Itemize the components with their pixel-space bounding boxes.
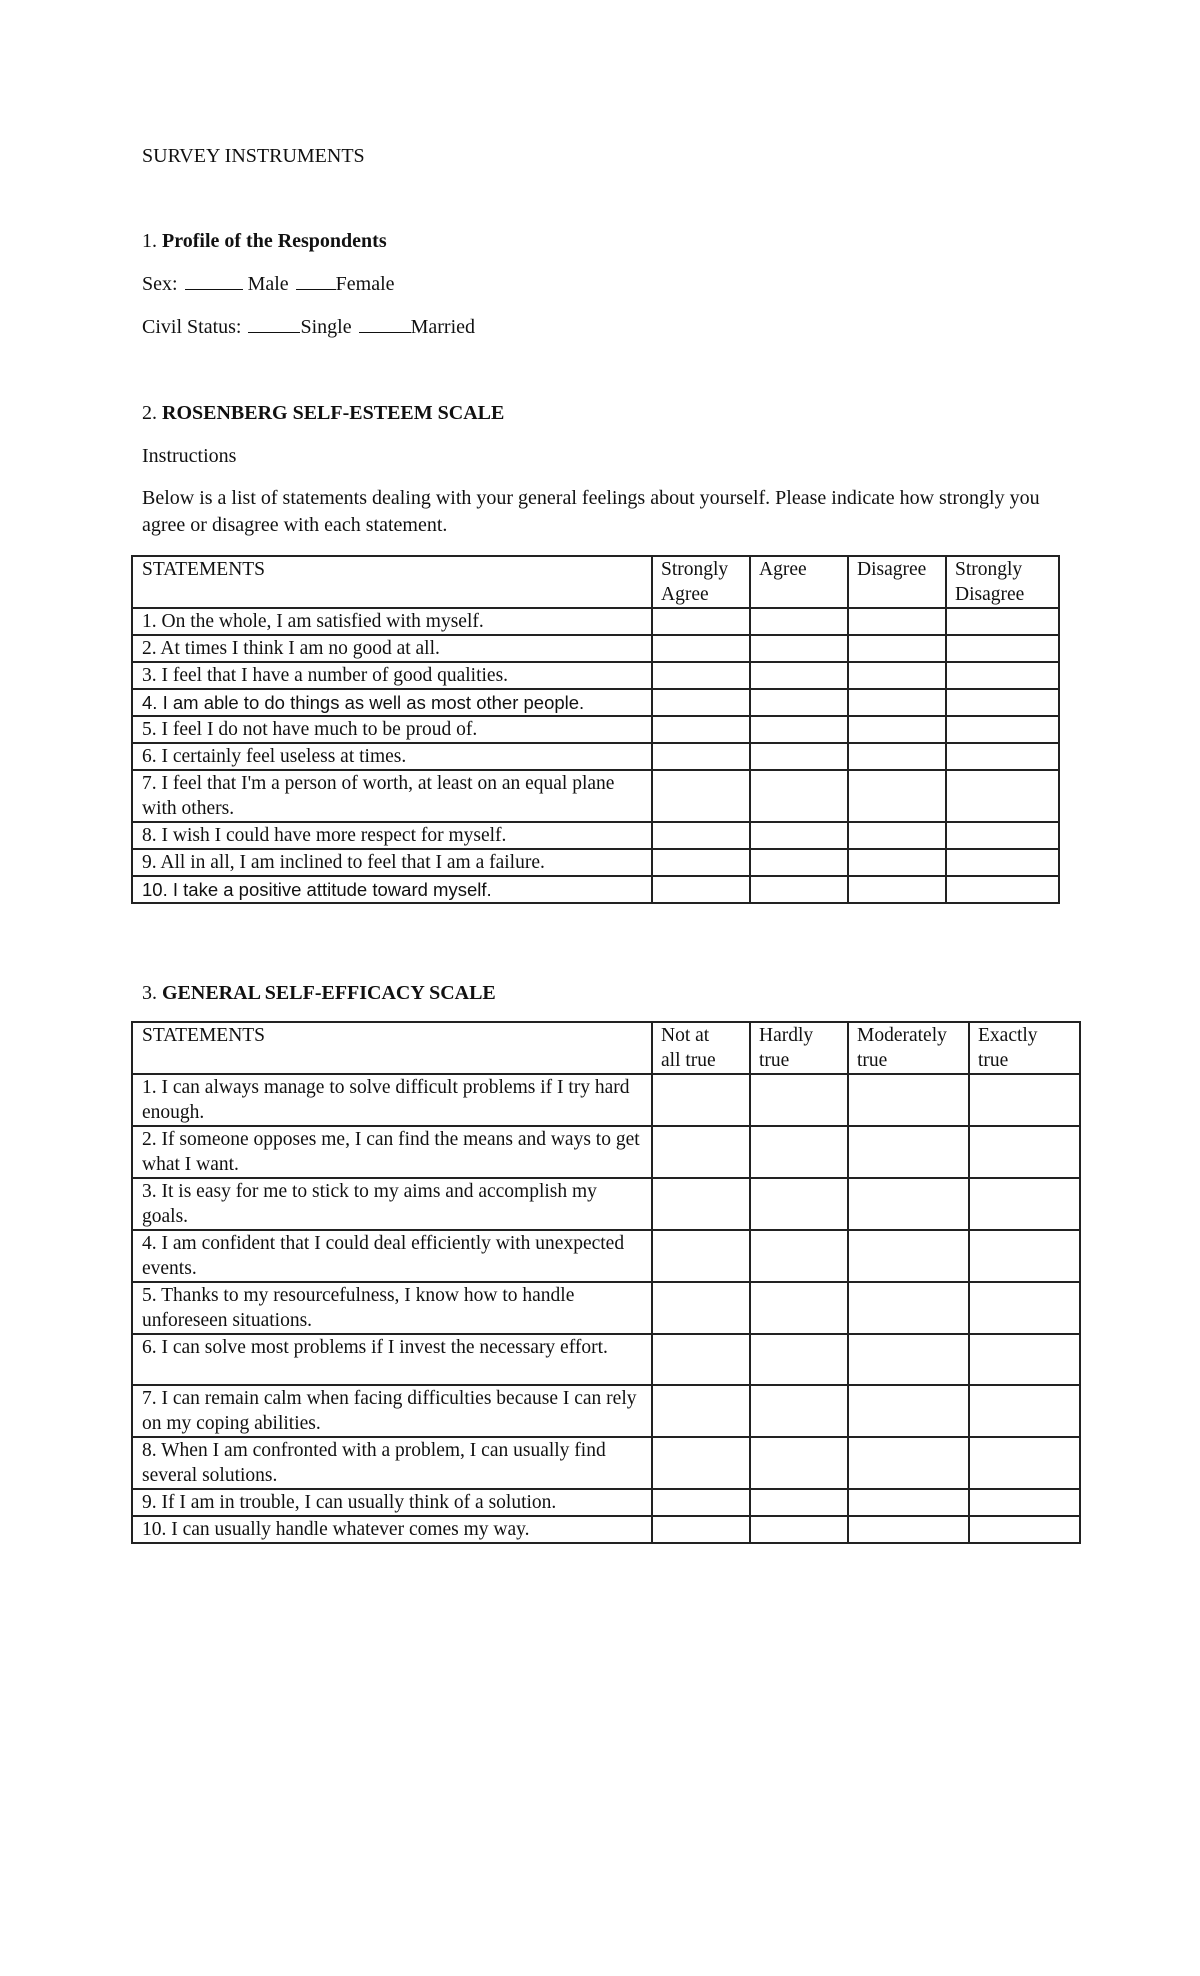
table-row: [132, 770, 1059, 822]
statement-text: 2. If someone opposes me, I can find the means and ways to get what I want.: [132, 1126, 652, 1178]
response-cell[interactable]: [652, 662, 750, 689]
response-cell[interactable]: [652, 1516, 750, 1543]
response-cell[interactable]: [750, 662, 848, 689]
table-row: [132, 1489, 1080, 1516]
civil-status-label: Civil Status:: [142, 316, 242, 338]
response-cell[interactable]: [969, 1230, 1080, 1282]
statement-text: 6. I can solve most problems if I invest the necessary effort.: [132, 1334, 652, 1385]
response-cell[interactable]: [652, 770, 750, 822]
table-row: [132, 1126, 1080, 1178]
response-cell[interactable]: [946, 716, 1059, 743]
response-cell[interactable]: [652, 1489, 750, 1516]
table-row: [132, 716, 1059, 743]
statement-text: 8. When I am confronted with a problem, I can usually find several solutions.: [132, 1437, 652, 1489]
table-row: [132, 743, 1059, 770]
rosenberg-title: ROSENBERG SELF-ESTEEM SCALE: [162, 402, 505, 424]
response-cell[interactable]: [652, 1126, 750, 1178]
civil-status-field: [142, 314, 475, 340]
table-row: [132, 1178, 1080, 1230]
statement-text: 10. I can usually handle whatever comes my way.: [132, 1516, 652, 1543]
response-cell[interactable]: [848, 876, 946, 903]
table-row: [132, 822, 1059, 849]
disagree-header: Disagree: [848, 556, 946, 608]
statement-text: 5. Thanks to my resourcefulness, I know how to handle unforeseen situations.: [132, 1282, 652, 1334]
rosenberg-table: [131, 555, 1060, 904]
response-cell[interactable]: [750, 876, 848, 903]
hardly-true-header: Hardly true: [750, 1022, 848, 1074]
table-row: [132, 1334, 1080, 1385]
response-cell[interactable]: [848, 1126, 969, 1178]
statement-text: 8. I wish I could have more respect for myself.: [132, 822, 652, 849]
statement-text: 3. It is easy for me to stick to my aims and accomplish my goals.: [132, 1178, 652, 1230]
response-cell[interactable]: [946, 662, 1059, 689]
rosenberg-heading: [142, 400, 504, 426]
statement-text: 4. I am able to do things as well as most other people.: [132, 689, 652, 716]
strongly-agree-header: Strongly Agree: [652, 556, 750, 608]
response-cell[interactable]: [750, 1489, 848, 1516]
response-cell[interactable]: [652, 716, 750, 743]
response-cell[interactable]: [946, 608, 1059, 635]
response-cell[interactable]: [652, 1282, 750, 1334]
response-cell[interactable]: [750, 608, 848, 635]
statement-text: 6. I certainly feel useless at times.: [132, 743, 652, 770]
response-cell[interactable]: [969, 1126, 1080, 1178]
response-cell[interactable]: [946, 822, 1059, 849]
response-cell[interactable]: [848, 716, 946, 743]
response-cell[interactable]: [848, 1178, 969, 1230]
statement-text: 5. I feel I do not have much to be proud of.: [132, 716, 652, 743]
civil-married-label: Married: [410, 316, 476, 338]
statement-text: 9. All in all, I am inclined to feel that I am a failure.: [132, 849, 652, 876]
response-cell[interactable]: [652, 1385, 750, 1437]
table-row: [132, 876, 1059, 903]
response-cell[interactable]: [750, 1178, 848, 1230]
response-cell[interactable]: [946, 876, 1059, 903]
response-cell[interactable]: [848, 1385, 969, 1437]
response-cell[interactable]: [848, 689, 946, 716]
response-cell[interactable]: [848, 849, 946, 876]
profile-heading: [142, 228, 387, 254]
sex-field: [142, 271, 395, 297]
response-cell[interactable]: [969, 1074, 1080, 1126]
response-cell[interactable]: [946, 770, 1059, 822]
response-cell[interactable]: [750, 1230, 848, 1282]
response-cell[interactable]: [652, 876, 750, 903]
response-cell[interactable]: [969, 1282, 1080, 1334]
response-cell[interactable]: [750, 635, 848, 662]
response-cell[interactable]: [969, 1178, 1080, 1230]
civil-single-label: Single: [300, 316, 352, 338]
response-cell[interactable]: [848, 770, 946, 822]
response-cell[interactable]: [848, 635, 946, 662]
sex-male-blank[interactable]: [185, 271, 243, 290]
statement-text: 1. I can always manage to solve difficult problems if I try hard enough.: [132, 1074, 652, 1126]
sex-female-label: Female: [335, 273, 395, 295]
rosenberg-number: 2.: [142, 402, 157, 424]
response-cell[interactable]: [652, 635, 750, 662]
efficacy-title: GENERAL SELF-EFFICACY SCALE: [162, 982, 496, 1004]
table-row: [132, 608, 1059, 635]
table-row: [132, 1074, 1080, 1126]
table-row: [132, 849, 1059, 876]
response-cell[interactable]: [946, 689, 1059, 716]
response-cell[interactable]: [750, 1126, 848, 1178]
instructions-text: Below is a list of statements dealing with your general feelings about yourself. Please indicate how strongly you agree or disagree with each statement.: [142, 487, 1040, 536]
document-title: SURVEY INSTRUMENTS: [142, 145, 365, 167]
agree-header: Agree: [750, 556, 848, 608]
response-cell[interactable]: [750, 770, 848, 822]
sex-male-label: Male: [247, 273, 289, 295]
table-row: [132, 1282, 1080, 1334]
profile-title: Profile of the Respondents: [162, 230, 387, 252]
rosenberg-header-row: [132, 556, 1059, 608]
not-at-all-true-header: Not at all true: [652, 1022, 750, 1074]
response-cell[interactable]: [652, 1074, 750, 1126]
civil-married-blank[interactable]: [359, 314, 411, 333]
response-cell[interactable]: [946, 849, 1059, 876]
instructions-label: Instructions: [142, 445, 237, 467]
statement-text: 4. I am confident that I could deal efficiently with unexpected events.: [132, 1230, 652, 1282]
efficacy-number: 3.: [142, 982, 157, 1004]
response-cell[interactable]: [652, 743, 750, 770]
response-cell[interactable]: [848, 743, 946, 770]
response-cell[interactable]: [848, 662, 946, 689]
table-row: [132, 1230, 1080, 1282]
response-cell[interactable]: [848, 1516, 969, 1543]
response-cell[interactable]: [750, 1385, 848, 1437]
response-cell[interactable]: [848, 1074, 969, 1126]
statement-text: 7. I can remain calm when facing difficulties because I can rely on my coping abilities.: [132, 1385, 652, 1437]
response-cell[interactable]: [750, 743, 848, 770]
table-row: [132, 662, 1059, 689]
response-cell[interactable]: [652, 608, 750, 635]
statements-header: STATEMENTS: [132, 1022, 652, 1074]
response-cell[interactable]: [652, 1334, 750, 1385]
statement-text: 9. If I am in trouble, I can usually think of a solution.: [132, 1489, 652, 1516]
efficacy-table: [131, 1021, 1081, 1544]
response-cell[interactable]: [750, 849, 848, 876]
efficacy-header-row: [132, 1022, 1080, 1074]
response-cell[interactable]: [969, 1334, 1080, 1385]
response-cell[interactable]: [750, 716, 848, 743]
efficacy-heading: [142, 980, 496, 1006]
response-cell[interactable]: [652, 689, 750, 716]
response-cell[interactable]: [750, 1334, 848, 1385]
table-row: [132, 1516, 1080, 1543]
table-row: [132, 1385, 1080, 1437]
response-cell[interactable]: [969, 1437, 1080, 1489]
table-row: [132, 1437, 1080, 1489]
response-cell[interactable]: [750, 822, 848, 849]
response-cell[interactable]: [969, 1489, 1080, 1516]
exactly-true-header: Exactly true: [969, 1022, 1080, 1074]
statement-text: 10. I take a positive attitude toward myself.: [132, 876, 652, 903]
response-cell[interactable]: [969, 1516, 1080, 1543]
response-cell[interactable]: [750, 1437, 848, 1489]
response-cell[interactable]: [652, 822, 750, 849]
response-cell[interactable]: [848, 822, 946, 849]
profile-number: 1.: [142, 230, 157, 252]
statement-text: 1. On the whole, I am satisfied with myself.: [132, 608, 652, 635]
response-cell[interactable]: [848, 1282, 969, 1334]
response-cell[interactable]: [750, 1516, 848, 1543]
response-cell[interactable]: [848, 1489, 969, 1516]
response-cell[interactable]: [750, 1074, 848, 1126]
moderately-true-header: Moderately true: [848, 1022, 969, 1074]
response-cell[interactable]: [848, 1334, 969, 1385]
sex-label: Sex:: [142, 273, 178, 295]
response-cell[interactable]: [848, 608, 946, 635]
response-cell[interactable]: [750, 1282, 848, 1334]
response-cell[interactable]: [652, 849, 750, 876]
response-cell[interactable]: [652, 1178, 750, 1230]
response-cell[interactable]: [848, 1230, 969, 1282]
response-cell[interactable]: [652, 1230, 750, 1282]
response-cell[interactable]: [652, 1437, 750, 1489]
statement-text: 3. I feel that I have a number of good qualities.: [132, 662, 652, 689]
table-row: [132, 635, 1059, 662]
civil-single-blank[interactable]: [248, 314, 300, 333]
response-cell[interactable]: [848, 1437, 969, 1489]
statement-text: 7. I feel that I'm a person of worth, at least on an equal plane with others.: [132, 770, 652, 822]
table-row: [132, 689, 1059, 716]
response-cell[interactable]: [969, 1385, 1080, 1437]
response-cell[interactable]: [946, 743, 1059, 770]
statement-text: 2. At times I think I am no good at all.: [132, 635, 652, 662]
strongly-disagree-header: Strongly Disagree: [946, 556, 1059, 608]
sex-female-blank[interactable]: [296, 271, 336, 290]
statements-header: STATEMENTS: [132, 556, 652, 608]
response-cell[interactable]: [750, 689, 848, 716]
response-cell[interactable]: [946, 635, 1059, 662]
